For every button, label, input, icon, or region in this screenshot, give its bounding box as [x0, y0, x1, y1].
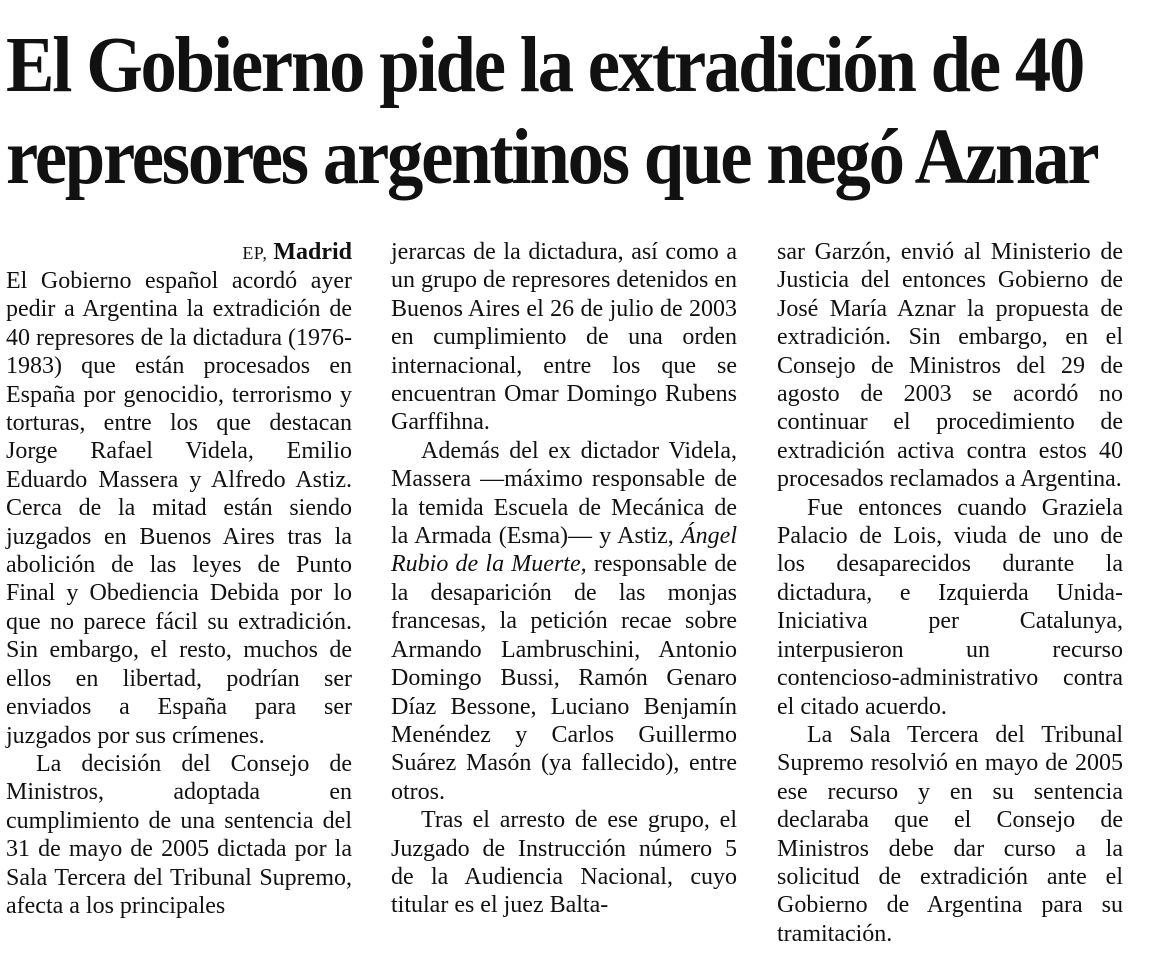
paragraph: sar Garzón, envió al Ministerio de Justicia del entonces Gobierno de José María Aznar la propuesta de extradición. Sin embargo, en el Consejo de Ministros del 29 de agosto de 2003 se acordó no continuar el procedimiento de extradición activa contra estos 40 procesados reclamados a Argentina.: [777, 239, 1123, 493]
article-column-2: [391, 238, 737, 920]
byline: [6, 238, 352, 267]
byline-agency: EP,: [242, 243, 268, 263]
headline-line-2: represores argentinos que negó Aznar: [6, 114, 1098, 201]
headline: [6, 20, 1098, 204]
nickname-italic: Ángel Rubio de la Muerte,: [391, 523, 737, 578]
paragraph: La decisión del Consejo de Ministros, adoptada en cumplimiento de una sentencia del 31 de mayo de 2005 dictada por la Sala Tercera del Tribunal Supremo, afecta a los principales: [6, 750, 352, 919]
paragraph: Tras el arresto de ese grupo, el Juzgado de Instrucción número 5 de la Audiencia Nacional, cuyo titular es el juez Balta-: [391, 807, 737, 919]
paragraph: jerarcas de la dictadura, así como a un grupo de represores detenidos en Buenos Aires el 26 de julio de 2003 en cumplimiento de una orden internacional, entre los que se encuentran Omar Domingo Rubens Garffihna.: [391, 239, 737, 436]
byline-city: Madrid: [273, 239, 352, 265]
paragraph: La Sala Tercera del Tribunal Supremo resolvió en mayo de 2005 ese recurso y en su sentencia declaraba que el Consejo de Ministros debe dar curso a la solicitud de extradición ante el Gobierno de Argentina para su tramitación.: [777, 721, 1123, 947]
article-column-3: [777, 238, 1123, 948]
paragraph: [391, 437, 737, 806]
paragraph-text: responsable de la desaparición de las monjas francesas, la petición recae sobre Armando Lambruschini, Antonio Domingo Bussi, Ramón Genaro Díaz Bessone, Luciano Benjamín Menéndez y Carlos Guillermo Suárez Masón (ya fallecido), entre otros.: [391, 551, 737, 805]
headline-line-1: El Gobierno pide la extradición de 40: [6, 22, 1084, 109]
paragraph: Fue entonces cuando Graziela Palacio de Lois, viuda de uno de los desaparecidos durante la dictadura, e Izquierda Unida-Iniciativa per Catalunya, interpusieron un recurso contencioso-administrativo contra el citado acuerdo.: [777, 494, 1123, 720]
paragraph: El Gobierno español acordó ayer pedir a Argentina la extradición de 40 represores de la dictadura (1976-1983) que están procesados en España por genocidio, terrorismo y torturas, entre los que destacan Jorge Rafael Videla, Emilio Eduardo Massera y Alfredo Astiz. Cerca de la mitad están siendo juzgados en Buenos Aires tras la abolición de las leyes de Punto Final y Obediencia Debida por lo que no parece fácil su extradición. Sin embargo, el resto, muchos de ellos en libertad, podrían ser enviados a España para ser juzgados por sus crímenes.: [6, 268, 352, 749]
article-column-1: [6, 238, 352, 920]
paragraph-text: Además del ex dictador Videla, Massera —máximo responsable de la temida Escuela de Mecánica de la Armada (Esma)— y Astiz,: [391, 437, 737, 550]
